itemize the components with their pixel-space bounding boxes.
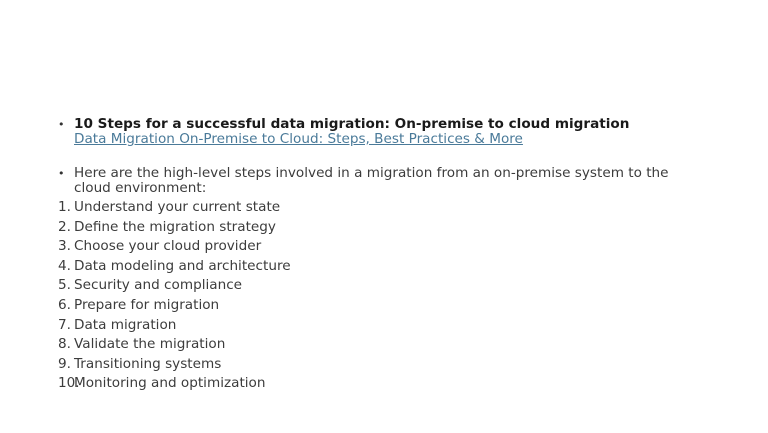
list-item-number: 2. [58, 218, 71, 235]
list-item-label: Choose your cloud provider [74, 238, 262, 255]
steps-list-container [58, 198, 698, 394]
list-item-label: Monitoring and optimization [74, 375, 266, 392]
bullet-icon: • [58, 118, 65, 131]
list-item-label: Define the migration strategy [74, 218, 276, 235]
list-item [58, 276, 698, 296]
steps-intro-text: Here are the high-level steps involved in a migration from an on-premise system to the cloud environment: [74, 165, 669, 196]
list-item-label: Security and compliance [74, 277, 243, 294]
list-item [58, 316, 698, 336]
list-item [58, 355, 698, 375]
steps-list [58, 198, 698, 394]
list-item [58, 374, 698, 394]
list-item [58, 296, 698, 316]
article-link[interactable]: Data Migration On-Premise to Cloud: Steps, Best Practices & More [74, 131, 523, 147]
list-item [58, 257, 698, 277]
list-item-number: 5. [58, 277, 71, 294]
list-item-number: 4. [58, 257, 71, 274]
list-item-number: 6. [58, 296, 71, 313]
list-item [58, 237, 698, 257]
list-item-label: Understand your current state [74, 199, 281, 215]
list-item-label: Data migration [74, 316, 177, 333]
list-item [58, 218, 698, 238]
list-item-label: Prepare for migration [74, 296, 220, 313]
list-item [58, 198, 698, 218]
steps-intro-item [58, 166, 698, 196]
list-item-number: 10. [58, 375, 80, 392]
list-item-number: 1. [58, 199, 71, 215]
list-item-number: 3. [58, 238, 71, 255]
article-title: 10 Steps for a successful data migration: On-premise to cloud migration [74, 116, 630, 132]
list-item [58, 335, 698, 355]
list-item-number: 7. [58, 316, 71, 333]
list-item-label: Validate the migration [74, 336, 226, 353]
list-item-number: 9. [58, 355, 71, 372]
list-item-label: Data modeling and architecture [74, 257, 291, 274]
bullet-icon: • [58, 167, 65, 180]
list-item-label: Transitioning systems [74, 355, 222, 372]
article-reference-item [58, 117, 698, 147]
list-item-number: 8. [58, 336, 71, 353]
